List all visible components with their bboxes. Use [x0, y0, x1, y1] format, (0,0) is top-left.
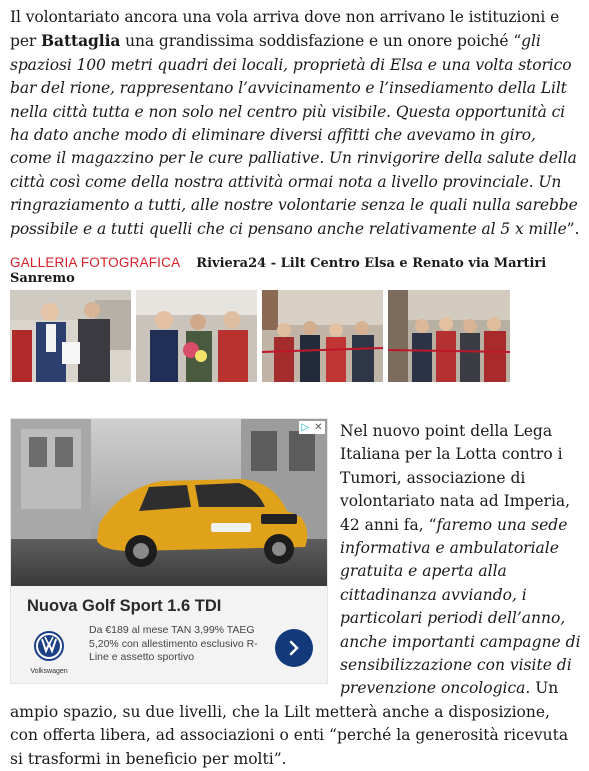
gallery-header[interactable] — [10, 255, 570, 286]
gallery-thumb-3[interactable] — [262, 290, 383, 382]
gallery-label[interactable]: GALLERIA FOTOGRAFICA — [10, 255, 181, 270]
chevron-right-icon — [287, 640, 301, 656]
gallery-thumb-2[interactable] — [136, 290, 257, 382]
para2-quote: faremo una sede informativa e ambulatoriale gratuita e aperta alla cittadinanza avviando, i particolari periodi dell’anno, anche importanti campagne di sensibilizzazione con visite di prevenzione oncologica — [340, 515, 581, 698]
adchoices-icon[interactable]: ▷ ✕ — [299, 421, 325, 434]
ad-title[interactable]: Nuova Golf Sport 1.6 TDI — [27, 597, 222, 615]
para2-lead: Nel nuovo point della Lega Italiana per la Lotta contro i Tumori, associazione di volontariato nata ad Imperia, 42 anni fa, “ — [340, 422, 571, 534]
article-paragraph-1 — [10, 6, 582, 241]
para1-intro: Il volontariato ancora una vola arriva dove non arrivano le istituzioni e per — [10, 8, 560, 51]
ad-brand: Volkswagen — [30, 668, 68, 675]
volkswagen-logo[interactable] — [29, 631, 69, 675]
volkswagen-logo-icon — [34, 631, 64, 661]
ad-description[interactable]: Da €189 al mese TAN 3,99% TAEG 5,20% con allestimento esclusivo R-Line e assetto sportivo — [89, 624, 258, 663]
advertisement[interactable] — [10, 418, 328, 684]
para1-end: ”. — [566, 219, 580, 238]
para2-tail: . Un ampio spazio, su due livelli, che la Lilt metterà anche a disposizione, con offerta libera, ad associazioni o enti “perché la generosità ricevuta si trasformi in beneficio per molti”. — [10, 679, 569, 768]
gallery-title[interactable]: Riviera24 - Lilt Centro Elsa e Renato via Martiri Sanremo — [10, 256, 547, 286]
para1-mid: una grandissima soddisfazione e un onore poiché “ — [120, 32, 522, 51]
ad-next-button[interactable] — [275, 629, 313, 667]
gallery-thumbnails — [10, 290, 520, 382]
gallery-thumb-4[interactable] — [388, 290, 510, 382]
para1-name: Battaglia — [41, 31, 121, 51]
ad-car-image[interactable] — [11, 419, 328, 586]
gallery-thumb-1[interactable] — [10, 290, 131, 382]
para1-quote: gli spaziosi 100 metri quadri dei locali, proprietà di Elsa e una volta storico bar del rione, rappresentano l’avvicinamento e l’insediamento della Lilt nella città tutta e non solo nel centro più visibile. Questa opportunità ci ha dato anche modo di eliminare diversi affitti che avevamo in giro, come il magazzino per le cure palliative. Un rinvigorire della salute della città così come della nostra attività ormai nota a livello provinciale. Un ringraziamento a tutti, alle nostre volontarie senza le quali nulla sarebbe possibile e a tutti quelli che ci pensano anche relativamente al 5 x mille — [10, 32, 578, 238]
